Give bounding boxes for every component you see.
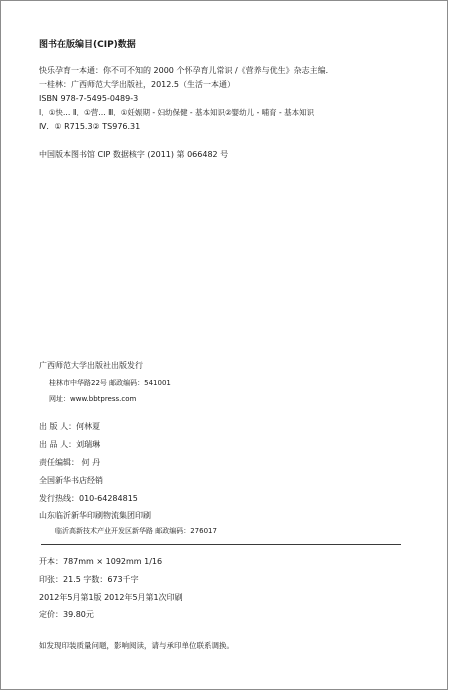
credit-producer: 出 品 人：刘瑞琳 bbox=[39, 440, 101, 449]
spec-price: 定价：39.80元 bbox=[39, 610, 94, 619]
spec-edition: 2012年5月第1版 2012年5月第1次印刷 bbox=[39, 593, 183, 602]
cip-line-publisher: 一桂林：广西师范大学出版社，2012.5（生活一本通） bbox=[39, 80, 235, 89]
credit-publisher: 出 版 人：何林夏 bbox=[39, 422, 101, 431]
printer: 山东临沂新华印刷物流集团印刷 bbox=[39, 511, 151, 520]
cip-library-record: 中国版本图书馆 CIP 数据核字 (2011) 第 066482 号 bbox=[39, 150, 229, 159]
cip-line-title: 快乐孕育一本通：你不可不知的 2000 个怀孕育儿常识 /《营养与优生》杂志主编． bbox=[39, 66, 334, 75]
divider bbox=[41, 544, 401, 545]
credit-editor: 责任编辑： 何 丹 bbox=[39, 458, 101, 467]
quality-notice: 如发现印装质量问题，影响阅读，请与承印单位联系调换。 bbox=[39, 641, 234, 650]
cip-line-classification: Ⅳ．① R715.3② TS976.31 bbox=[39, 122, 141, 131]
publisher-name: 广西师范大学出版社出版发行 bbox=[39, 361, 143, 370]
distributor: 全国新华书店经销 bbox=[39, 476, 103, 485]
cip-line-subjects: Ⅰ．①快… Ⅱ．①营… Ⅲ．①妊娠期 - 妇幼保健 - 基本知识②婴幼儿 - 哺育 - 基本知识 bbox=[39, 108, 315, 117]
printer-address: 临沂高新技术产业开发区新华路 邮政编码：276017 bbox=[55, 527, 217, 535]
spec-sheets: 印张：21.5 字数：673千字 bbox=[39, 575, 139, 584]
cip-line-isbn: ISBN 978-7-5495-0489-3 bbox=[39, 94, 139, 103]
publisher-address: 桂林市中华路22号 邮政编码：541001 bbox=[49, 379, 171, 387]
spec-format: 开本：787mm × 1092mm 1/16 bbox=[39, 557, 163, 566]
cip-heading: 图书在版编目(CIP)数据 bbox=[39, 40, 136, 50]
hotline: 发行热线：010-64284815 bbox=[39, 494, 138, 503]
publisher-website: 网址：www.bbtpress.com bbox=[49, 395, 137, 403]
